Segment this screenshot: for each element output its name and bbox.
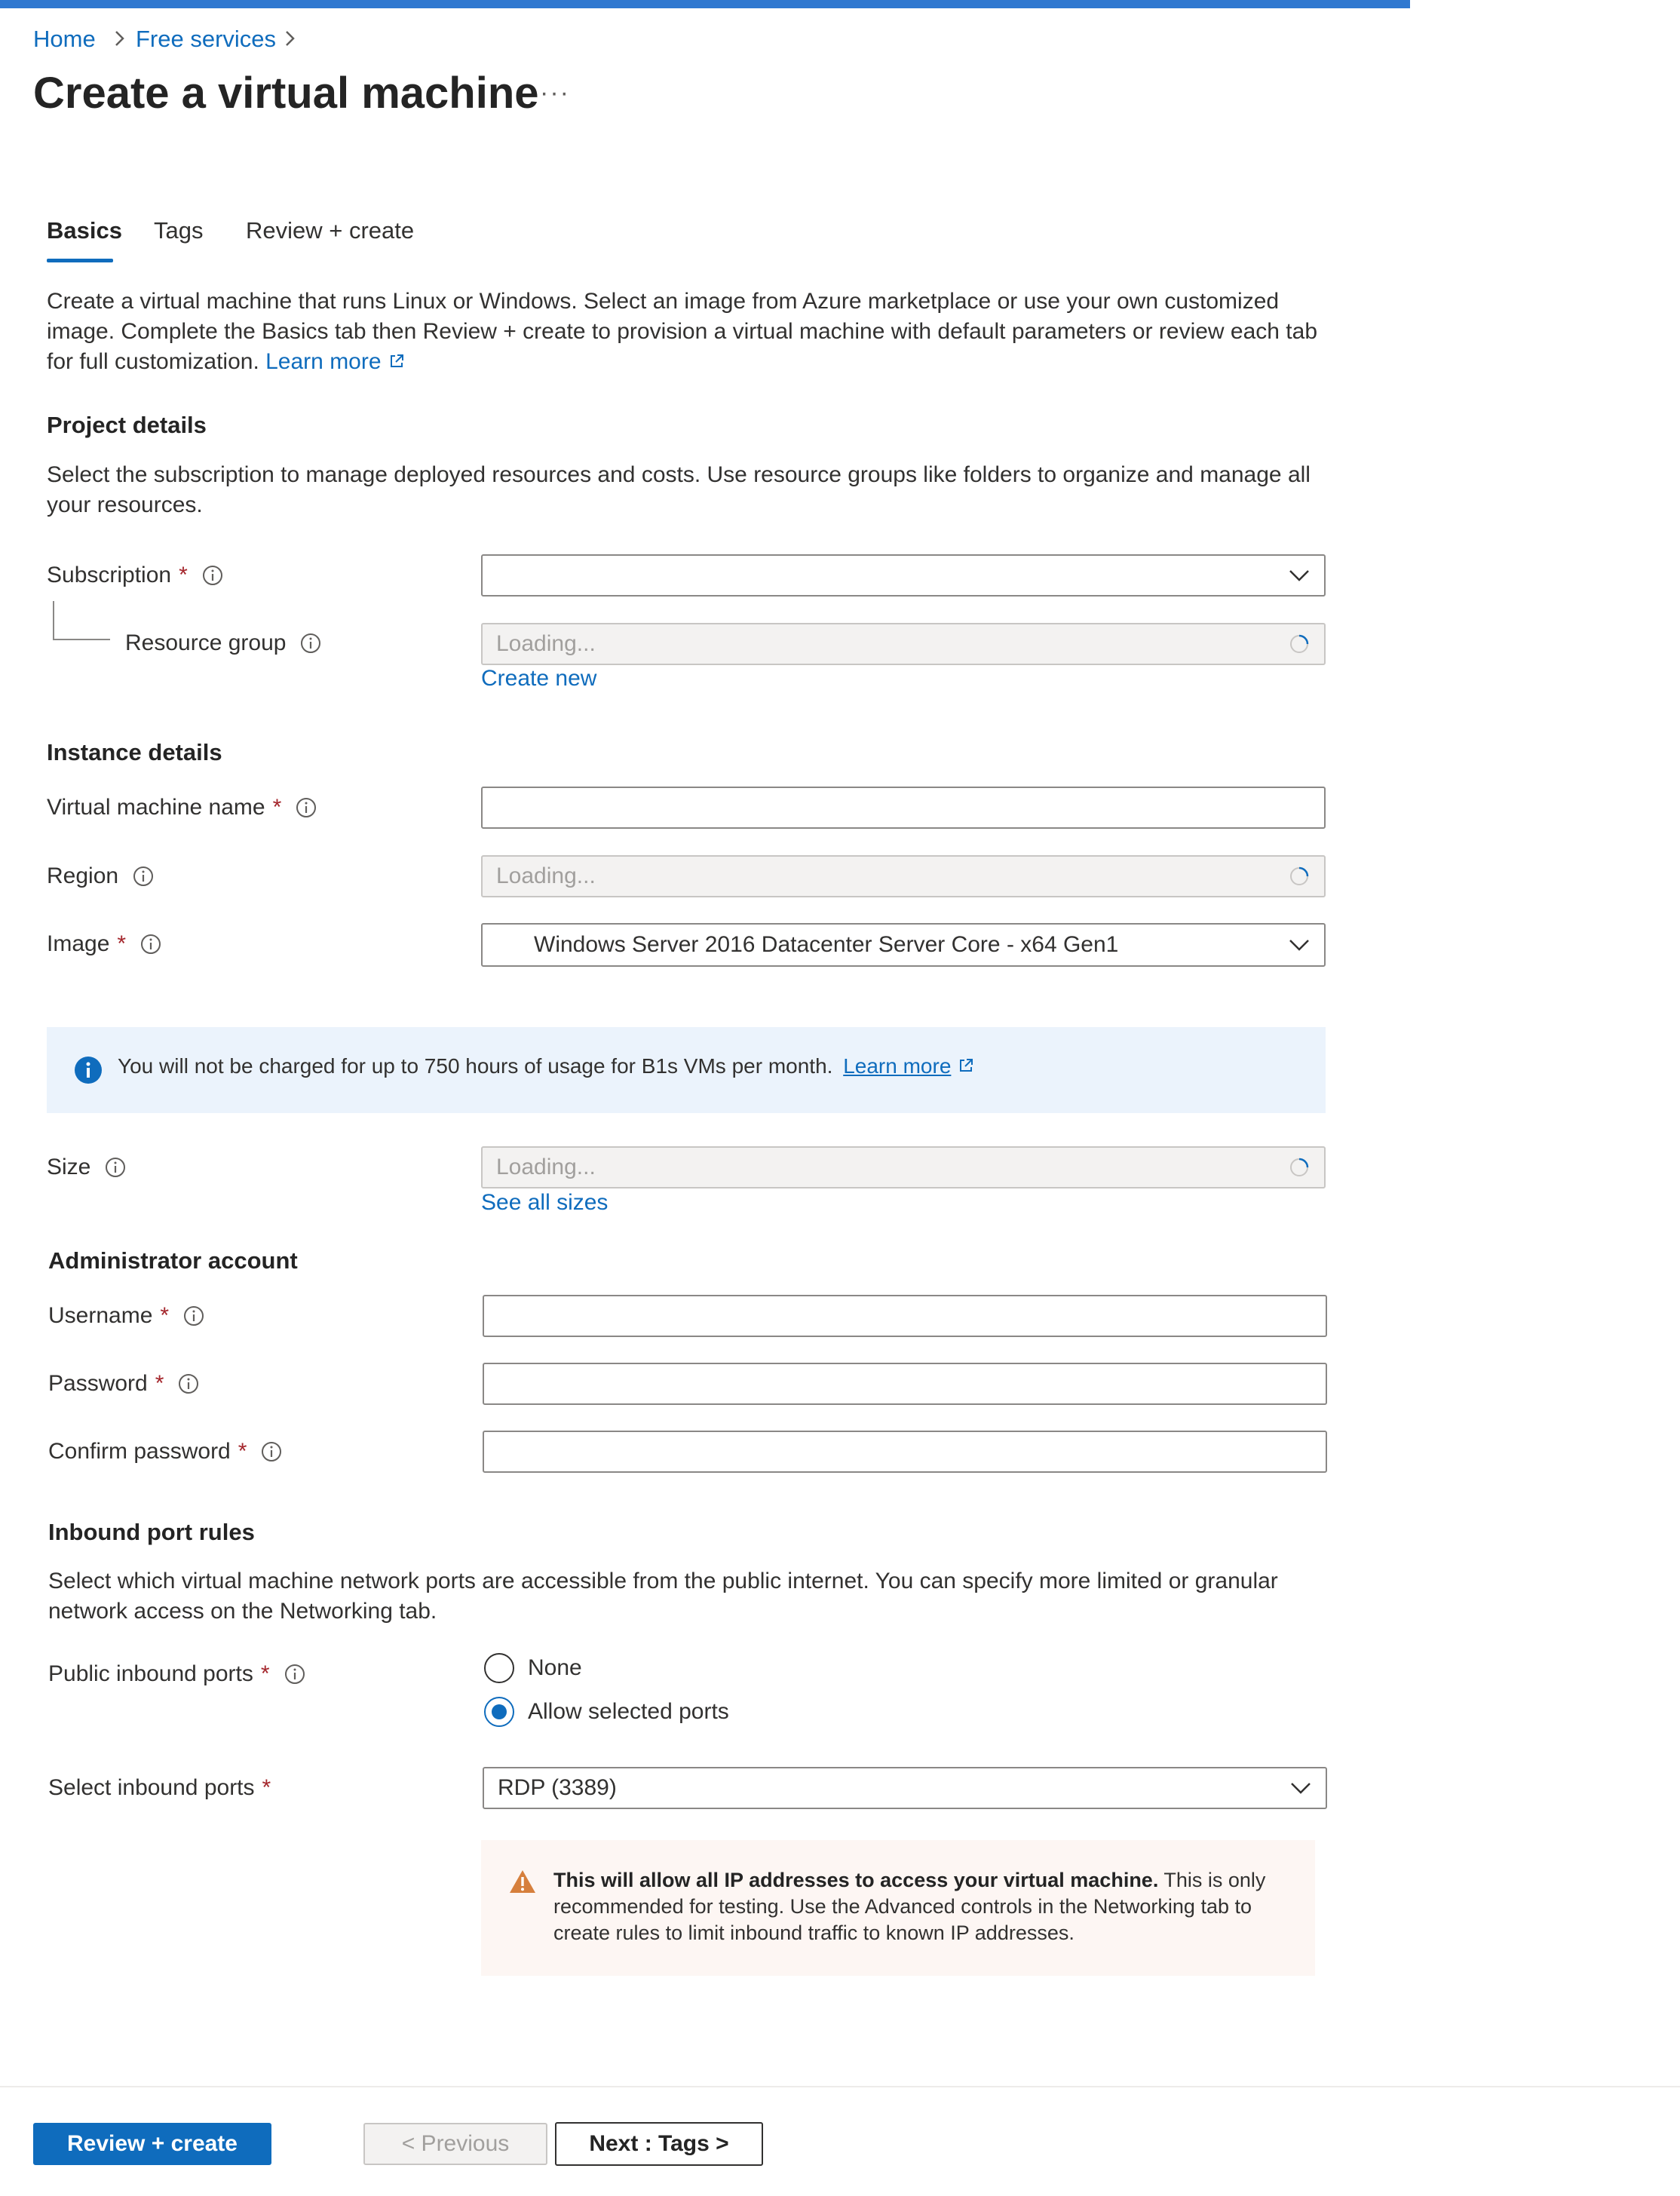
portal-top-bar — [0, 0, 1410, 8]
radio-none-label[interactable]: None — [528, 1655, 582, 1680]
confirm-password-label: Confirm password * — [48, 1437, 283, 1467]
administrator-account-heading: Administrator account — [48, 1247, 298, 1274]
loading-spinner-icon — [1288, 633, 1311, 655]
free-usage-learn-more-link[interactable]: Learn more — [843, 1054, 952, 1078]
username-label: Username * — [48, 1301, 205, 1331]
warning-icon — [508, 1869, 537, 1894]
external-link-icon — [388, 352, 406, 370]
tab-review-create[interactable]: Review + create — [246, 217, 415, 244]
previous-button: < Previous — [363, 2123, 547, 2165]
username-input[interactable] — [483, 1295, 1327, 1337]
chevron-right-icon — [277, 26, 303, 51]
intro-paragraph — [47, 287, 1329, 377]
info-icon[interactable] — [132, 865, 155, 888]
select-inbound-ports-label: Select inbound ports * — [48, 1775, 271, 1800]
footer-divider — [0, 2086, 1680, 2087]
create-new-resource-group-link[interactable]: Create new — [481, 666, 597, 691]
breadcrumb-home[interactable]: Home — [33, 26, 96, 52]
active-tab-indicator — [47, 259, 113, 262]
tab-basics[interactable]: Basics — [47, 217, 122, 244]
info-icon[interactable] — [104, 1156, 127, 1179]
image-select[interactable]: Windows Server 2016 Datacenter Server Core - x64 Gen1 — [481, 923, 1326, 967]
size-select: Loading... — [481, 1146, 1326, 1188]
image-label: Image * — [47, 929, 162, 959]
project-details-heading: Project details — [47, 412, 207, 438]
intro-text: Create a virtual machine that runs Linux or Windows. Select an image from Azure marketplace or use your own customized image. Complete the Basics tab then Review + create to provision a virtual machine with default parameters or review each tab for full customization. — [47, 289, 1318, 374]
free-usage-info-bar — [47, 1027, 1326, 1113]
open-ports-warning-text: This will allow all IP addresses to access your virtual machine. This is only recommended for testing. Use the Advanced controls in the Networking tab to create rules to limit inbound traffic to known IP addresses. — [553, 1869, 1266, 1944]
confirm-password-input[interactable] — [483, 1431, 1327, 1473]
subscription-label: Subscription * — [47, 560, 224, 590]
vm-name-input[interactable] — [481, 787, 1326, 829]
info-icon[interactable] — [177, 1372, 200, 1395]
subscription-select[interactable] — [481, 554, 1326, 597]
external-link-icon — [957, 1057, 975, 1075]
tree-connector — [53, 601, 110, 640]
password-label: Password * — [48, 1369, 200, 1399]
more-options-button[interactable]: ··· — [540, 78, 570, 107]
see-all-sizes-link[interactable]: See all sizes — [481, 1190, 609, 1215]
tab-tags[interactable]: Tags — [154, 217, 204, 244]
public-inbound-ports-label: Public inbound ports * — [48, 1659, 306, 1689]
project-details-description: Select the subscription to manage deployed resources and costs. Use resource groups like folders to organize and manage all your resources. — [47, 462, 1311, 517]
inbound-port-rules-description: Select which virtual machine network ports are accessible from the public internet. You can specify more limited or granular network access on the Networking tab. — [48, 1569, 1278, 1624]
breadcrumb-free-services[interactable]: Free services — [136, 26, 277, 52]
chevron-down-icon — [1288, 937, 1311, 952]
next-tags-button[interactable]: Next : Tags > — [555, 2122, 763, 2166]
info-icon[interactable] — [299, 632, 322, 655]
vm-name-label: Virtual machine name * — [47, 793, 317, 823]
info-icon[interactable] — [295, 796, 317, 819]
resource-group-label: Resource group — [125, 628, 322, 658]
loading-spinner-icon — [1288, 1156, 1311, 1179]
free-usage-info-text: You will not be charged for up to 750 hours of usage for B1s VMs per month. Learn more — [118, 1054, 975, 1078]
open-ports-warning — [481, 1840, 1315, 1976]
intro-learn-more-link[interactable]: Learn more — [265, 349, 405, 374]
info-icon[interactable] — [201, 564, 224, 587]
chevron-down-icon — [1288, 568, 1311, 583]
chevron-down-icon — [1289, 1780, 1312, 1796]
select-inbound-ports-select[interactable]: RDP (3389) — [483, 1767, 1327, 1809]
info-icon[interactable] — [139, 933, 162, 955]
radio-none[interactable] — [484, 1653, 514, 1683]
size-label: Size — [47, 1152, 127, 1182]
inbound-port-rules-heading: Inbound port rules — [48, 1519, 255, 1545]
radio-allow-selected-ports[interactable] — [484, 1697, 514, 1727]
info-icon[interactable] — [284, 1663, 306, 1685]
instance-details-heading: Instance details — [47, 739, 222, 765]
region-label: Region — [47, 861, 155, 891]
password-input[interactable] — [483, 1363, 1327, 1405]
chevron-right-icon — [107, 26, 133, 51]
region-select: Loading... — [481, 855, 1326, 897]
page-title: Create a virtual machine — [33, 69, 539, 118]
loading-spinner-icon — [1288, 865, 1311, 888]
info-icon[interactable] — [260, 1440, 283, 1463]
review-create-button[interactable]: Review + create — [33, 2123, 271, 2165]
radio-allow-selected-ports-label[interactable]: Allow selected ports — [528, 1699, 729, 1724]
info-filled-icon — [74, 1056, 103, 1084]
info-icon[interactable] — [182, 1305, 205, 1327]
resource-group-select: Loading... — [481, 623, 1326, 665]
